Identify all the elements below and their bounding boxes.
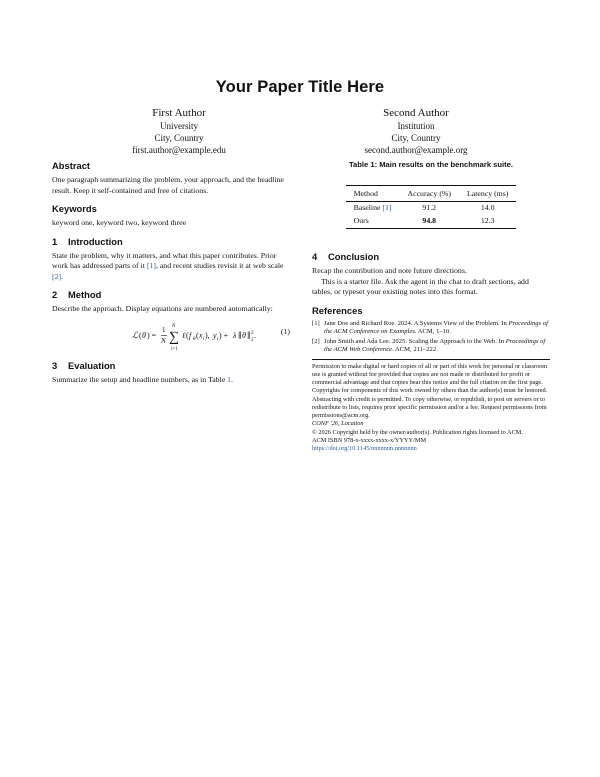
table-reference-link[interactable]: 1 — [227, 374, 232, 384]
table-cell-method — [346, 202, 400, 215]
results-table — [346, 185, 517, 230]
svg-text:θ: θ — [242, 330, 246, 340]
svg-text:i: i — [203, 336, 205, 342]
svg-text:2: 2 — [251, 337, 254, 343]
evaluation-text — [52, 375, 290, 386]
equation-row — [52, 317, 290, 353]
svg-text:y: y — [213, 330, 217, 340]
intro-text-part: , and recent studies revisit it at web scale — [155, 261, 284, 270]
table-row — [346, 215, 517, 229]
table-cell-method: Ours — [346, 215, 400, 229]
evaluation-section — [52, 360, 290, 386]
conclusion-paragraph: Recap the contribution and note future directions. — [312, 266, 467, 275]
section-title: Conclusion — [328, 251, 380, 262]
citation-link[interactable]: [1] — [146, 261, 156, 270]
reference-tail: . ACM, 1–10. — [414, 328, 451, 336]
introduction-text — [52, 251, 290, 283]
svg-text:(: ( — [196, 330, 199, 340]
svg-text:(: ( — [139, 330, 142, 340]
svg-text:x: x — [199, 330, 203, 340]
svg-text:) +: ) + — [219, 330, 229, 340]
svg-text:),: ), — [205, 330, 210, 340]
paper-title: Your Paper Title Here — [215, 78, 385, 96]
table-caption: Table 1: Main results on the benchmark suite. — [348, 160, 513, 169]
right-column — [312, 160, 550, 453]
evaluation-text-part: Summarize the setup and headline numbers, as in Table — [52, 374, 228, 384]
svg-text:∥: ∥ — [238, 330, 242, 340]
svg-text:N: N — [172, 323, 176, 329]
equation-number: (1) — [280, 326, 290, 336]
doi-link[interactable]: https://doi.org/10.1145/nnnnnnn.nnnnnnn — [312, 444, 417, 452]
author-email: second.author@example.org — [364, 145, 468, 155]
svg-text:∥: ∥ — [247, 330, 251, 340]
svg-text:θ: θ — [142, 330, 146, 340]
svg-text:i=1: i=1 — [171, 346, 178, 352]
section-title: Method — [68, 289, 102, 300]
method-text: Describe the approach. Display equations are numbered automatically: — [52, 304, 273, 313]
abstract-heading: Abstract — [52, 160, 91, 171]
reference-authors: Jane Doe and Richard Roe. 2024. A Systems View of the Problem. In — [324, 319, 509, 327]
svg-text:2: 2 — [251, 330, 254, 336]
section-title: Evaluation — [68, 359, 116, 371]
table-cell-latency: 12.3 — [459, 215, 516, 229]
author-block-2 — [296, 106, 536, 156]
column-header: Method — [346, 185, 400, 202]
svg-text:(: ( — [186, 330, 189, 340]
reference-number: [2] — [312, 337, 320, 345]
author-email: first.author@example.edu — [132, 145, 226, 155]
permission-text: Permission to make digital or hard copies of all or part of this work for personal or classroom use is granted without fee provided that copies are not made or distributed for profit or commercial advantage and that copies bear this notice and the full citation on the first page. Copyrights for components of this work owned by others than the author(s) must be honored. Abstracting with credit is permitted. To copy otherwise, or republish, to post on servers or to redistribute to lists, requires prior specific permission and/or a fee. Request permissions from permissions@acm.org. — [312, 362, 548, 420]
citation-link[interactable]: [2] — [52, 271, 62, 281]
author-block-1 — [59, 106, 299, 156]
column-header: Accuracy (%) — [400, 185, 460, 202]
column-header: Latency (ms) — [459, 185, 516, 202]
citation-link[interactable]: [1] — [382, 203, 392, 212]
reference-tail: . ACM, 211–222. — [392, 346, 438, 354]
svg-text:λ: λ — [233, 330, 237, 340]
loss-equation — [132, 320, 302, 354]
svg-text:∑: ∑ — [169, 329, 179, 345]
svg-text:θ: θ — [193, 336, 196, 342]
svg-text:.: . — [254, 330, 256, 340]
table-header-row — [346, 185, 517, 202]
svg-text:N: N — [161, 336, 166, 345]
permission-block — [312, 359, 550, 453]
keywords-heading: Keywords — [52, 203, 97, 214]
left-column — [52, 160, 290, 392]
method-name: Baseline — [353, 203, 383, 212]
intro-text-part: . — [61, 271, 64, 281]
svg-text:) =: ) = — [147, 330, 157, 340]
method-section — [52, 289, 290, 353]
reference-venue: Proceedings of the ACM Web Conference — [324, 337, 546, 354]
table-cell-accuracy: 94.8 — [400, 215, 460, 229]
abstract-text: One paragraph summarizing the problem, your approach, and the headline result. Keep it self-contained and free of citations. — [52, 175, 284, 195]
reference-list — [312, 320, 550, 355]
author-name: Second Author — [383, 107, 449, 119]
reference-text — [324, 338, 550, 355]
reference-text — [324, 320, 550, 337]
author-location: City, Country — [391, 133, 441, 143]
references-heading: References — [312, 304, 363, 316]
isbn-line: ACM ISBN 978-x-xxxx-xxxx-x/YYYY/MM — [312, 436, 427, 444]
reference-item — [312, 320, 550, 337]
table-cell-accuracy: 91.2 — [422, 203, 437, 212]
author-affiliation: University — [160, 121, 198, 131]
section-title: Introduction — [68, 235, 123, 247]
svg-text:ℓ: ℓ — [182, 330, 186, 340]
table-row — [346, 202, 517, 215]
section-number: 2 — [52, 289, 58, 300]
results-table-block — [312, 160, 550, 229]
conference-info: CONF '26, Location — [312, 420, 364, 428]
author-location: City, Country — [154, 133, 204, 143]
copyright-notice: © 2026 Copyright held by the owner/author(s). Publication rights licensed to ACM. — [312, 428, 523, 436]
section-number: 3 — [52, 359, 58, 371]
reference-venue: Proceedings of the ACM Conference on Examples — [324, 319, 548, 336]
conclusion-section — [312, 251, 550, 298]
abstract-section — [52, 160, 290, 196]
section-number: 4 — [312, 251, 318, 262]
evaluation-text-part: . — [231, 374, 233, 384]
reference-number: [1] — [312, 319, 320, 327]
intro-text-part: State the problem, why it matters, and what this paper contributes. Prior work has addressed parts of it — [52, 250, 277, 270]
svg-text:f: f — [189, 330, 192, 340]
svg-text:1: 1 — [162, 325, 166, 334]
keywords-text: keyword one, keyword two, keyword three — [52, 218, 187, 227]
section-heading — [52, 289, 290, 301]
conclusion-paragraph: This is a starter file. Ask the agent in the chat to draft sections, add tables, or typeset your existing notes into this format. — [312, 276, 529, 296]
section-heading — [52, 360, 290, 372]
introduction-section — [52, 236, 290, 283]
section-heading — [52, 236, 290, 248]
reference-item — [312, 338, 550, 355]
section-heading — [312, 251, 550, 263]
keywords-section — [52, 203, 290, 229]
references-section — [312, 305, 550, 355]
author-name: First Author — [152, 107, 206, 119]
author-affiliation: Institution — [397, 121, 435, 131]
reference-authors: John Smith and Ada Lee. 2025. Scaling the Approach to the Web. In — [324, 337, 506, 345]
section-number: 1 — [52, 235, 58, 247]
table-cell-latency: 14.0 — [480, 203, 495, 212]
svg-text:i: i — [217, 336, 219, 342]
svg-text:ℒ: ℒ — [132, 329, 139, 340]
